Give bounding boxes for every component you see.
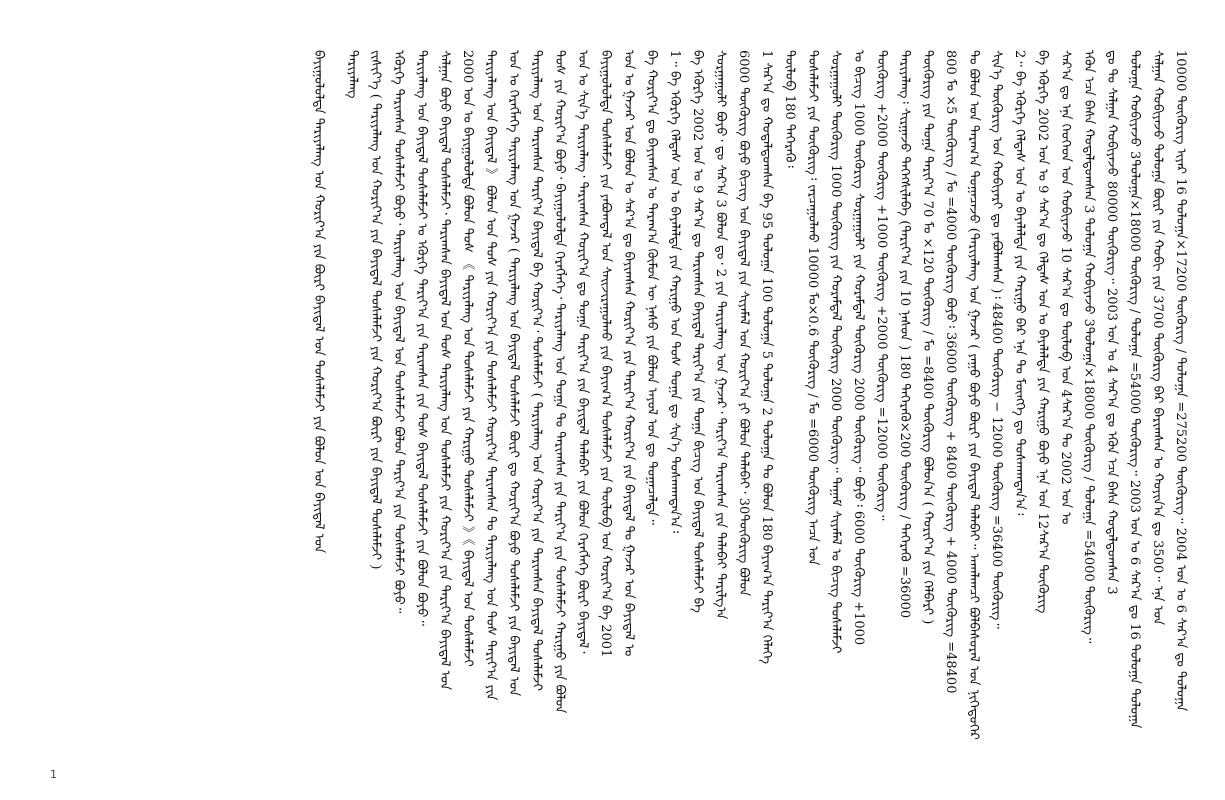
text-line: 800 ᠮᠤ ×5 ᠲᠥᠭᠦᠷᠢᠭ / ᠮᠤ =4000 ᠲᠥᠭᠦᠷᠢᠭ ᠪᠤᠶᠤ᠄ 36000 ᠲᠥᠭᠦᠷᠢᠭ + 8400 ᠲᠥᠭᠦᠷᠢᠭ + 4000 ᠲᠥᠭᠦᠷᠢᠭ =48400 bbox=[943, 50, 958, 694]
text-line: 2000 ᠣᠨ ᠤ ᠪᠠᠶᠢᠭᠤᠯᠤᠯᠲᠠ ᠪᠣᠯᠤᠨ ᠲᠤᠰ 《 ᠲᠠᠷᠢᠶᠠᠯᠠᠩ ᠤᠨ ᠲᠤᠰᠠᠯᠠᠮᠵᠢ ᠶᠢᠨ ᠬᠠᠷᠢᠭᠤ ᠲᠤᠰᠠᠯᠠᠮᠵᠢ 》《 ᠪᠠᠶᠢᠳᠠᠯ ᠤᠨ ᠲᠤᠰᠠᠯᠠᠮᠵᠢ bbox=[460, 50, 475, 667]
text-line: ᠪᠠ ᠡᠭᠦᠷᠭᠡ 2002 ᠣᠨ ᠤ 9 ᠰᠠᠷ᠎ᠠ ᠳᠤ ᠲᠠᠷᠢᠭᠰᠠᠨ ᠪᠠᠶᠢᠳᠠᠯ ᠲᠠᠷᠢᠶ᠎ᠠ ᠶᠢᠨ ᠲᠣᠭᠠ ᠪᠢᠴᠢᠭ ᠤᠨ ᠪᠠᠶᠢᠳᠠᠯ ᠲᠤᠰᠠᠯᠠᠮᠵᠢ ᠪᠠ bbox=[690, 50, 705, 613]
text-line: 10000 ᠲᠥᠭᠦᠷᠢᠭ ᠢᠶᠡᠷ 16 ᠲᠣᠯᠣᠭᠠ×17200 ᠲᠥᠭᠦᠷᠢᠭ / ᠲᠣᠯᠣᠭᠠ =275200 ᠲᠥᠭᠦᠷᠢᠭ᠃ 2004 ᠣᠨ ᠤ 6 ᠰᠠᠷ᠎ᠠ ᠳᠤ ᠲᠣᠯᠣᠭᠠ bbox=[1173, 50, 1188, 712]
text-line: ᠰᠠᠷ᠎ᠠ ᠳᠤ ᠡᠨᠡ ᠬᠡᠦᠬᠡᠳ ᠤᠨ ᠬᠤᠪᠢᠶᠠᠵᠤ 10 ᠰᠠᠷ᠎ᠠ ᠳᠤ ᠲᠥᠯᠦᠪ ᠤᠨ 4ᠰᠠᠷ᠎ᠠ ᠲᠤ 2002 ᠣᠨ ᠤ bbox=[1058, 50, 1073, 525]
text-line: ᠰᠢᠨ᠎ᠡ ᠲᠥᠭᠦᠷᠢᠭ ᠤᠨ ᠬᠤᠪᠢᠶᠠᠷᠢ ᠳᠤ ᠶᠠᠪᠤᠯᠠᠭᠰᠠᠨ )᠄ 48400 ᠲᠥᠭᠦᠷᠢᠭ − 12000 ᠲᠥᠭᠦᠷᠢᠭ =36400 ᠲᠥᠭᠦᠷᠢᠭ᠃ bbox=[989, 50, 1004, 629]
text-line: ᠡᠭᠦᠷᠭᠡ ᠲᠠᠷᠢᠭᠰᠠᠨ ᠲᠤᠰᠠᠯᠠᠮᠵᠢ ᠪᠤᠶᠤ᠂ ᠲᠠᠷᠢᠶᠠᠯᠠᠩ ᠤᠨ ᠪᠠᠶᠢᠳᠠᠯ ᠤᠨ ᠲᠤᠰᠠᠯᠠᠮᠵᠢ ᠪᠣᠯᠤᠨ ᠲᠠᠷᠢᠶ᠎ᠠ ᠶᠢᠨ ᠲᠤᠰᠠᠯᠠᠮᠵᠢ ᠪᠤᠶᠤ᠃ bbox=[391, 50, 406, 614]
text-line: ᠲᠤᠰᠠᠯᠠᠮᠵᠢ ᠶᠢᠨ ᠲᠥᠭᠦᠷᠢᠭ᠄ ᠵᠠᠷᠴᠠᠭᠤᠯᠬᠤ 10000 ᠮᠤ×0.6 ᠲᠥᠭᠦᠷᠢᠭ / ᠮᠤ =6000 ᠲᠥᠭᠦᠷᠢᠭ ᠠᠴᠠ ᠣᠨ bbox=[805, 50, 820, 566]
text-line: ᠲᠣᠯᠣᠭᠠ ᠬᠤᠪᠢᠶᠠᠵᠤ 3ᠲᠣᠯᠣᠭᠠ×18000 ᠲᠥᠭᠦᠷᠢᠭ / ᠲᠣᠯᠣᠭᠠ =54000 ᠲᠥᠭᠦᠷᠢᠭ᠃ 2003 ᠣᠨ ᠤ 6 ᠰᠠᠷ᠎ᠠ ᠳᠤ 16 ᠲᠣᠯᠣᠭᠠ ᠲᠣᠯᠣᠭᠠ bbox=[1127, 50, 1142, 729]
text-line: ᠰᠤᠷᠭᠠᠭᠤᠯᠢ ᠲᠥᠭᠦᠷᠢᠭ 1000 ᠲᠥᠭᠦᠷᠢᠭ ᠶᠢᠨ ᠬᠤᠷᠠᠮᠳᠠᠯ ᠲᠥᠭᠦᠷᠢᠭ 2000 ᠲᠥᠭᠦᠷᠢᠭ᠃ ᠲᠠᠭᠠᠮ ᠰᠢᠶᠠᠮᠠᠯ ᠤ ᠪᠢᠴᠢᠭ ᠲᠤᠰᠠᠯᠠᠮᠵᠢ bbox=[828, 50, 843, 654]
text-line: ᠪᠠᠶᠢᠭᠤᠯᠤᠯᠲᠠ ᠲᠠᠷᠢᠶᠠᠯᠠᠩ ᠤᠨ ᠬᠤᠷᠢᠶ᠎ᠠ ᠶᠢᠨ ᠪᠦᠷᠢ ᠪᠠᠶᠢᠳᠠᠯ ᠤᠨ ᠲᠤᠰᠠᠯᠠᠮᠵᠢ ᠶᠢᠨ ᠪᠣᠯᠤᠨ ᠤᠨ ᠪᠠᠶᠢᠳᠠᠯ ᠤᠨ bbox=[311, 50, 326, 554]
text-line: 1 ᠰᠠᠷ᠎ᠠ ᠳᠤ ᠬᠤᠳᠠᠯᠳᠤᠭᠰᠠᠨ ᠪᠠ 95 ᠲᠣᠯᠣᠭᠠ 100 ᠲᠣᠯᠣᠭᠠ 5 ᠲᠣᠯᠣᠭᠠ 2 ᠲᠣᠯᠣᠭᠠ ᠲᠤ ᠪᠣᠯᠤᠨ 180 ᠪᠠᠶᠢᠭ᠎ᠠ ᠲᠠᠷᠢᠶ᠎ᠠ ᠬᠡᠯᠡᠭᠡ bbox=[759, 50, 774, 665]
text-line: ᠲᠠᠷᠢᠶᠠᠯᠠᠩ ᠤᠨ ᠲᠠᠷᠢᠭᠰᠠᠨ ᠲᠠᠷᠢᠶ᠎ᠠ ᠪᠠᠶᠢᠳᠠᠯ ᠪᠠ ᠬᠣᠷᠢᠶ᠎ᠠ᠂ ᠲᠤᠰᠠᠯᠠᠮᠵᠢ ( ᠲᠠᠷᠢᠶᠠᠯᠠᠩ ᠤᠨ ᠬᠤᠷᠢᠶ᠎ᠠ ᠶᠢᠨ ᠲᠠᠷᠢᠭᠰᠠᠨ ᠪᠠᠶᠢᠳᠠᠯ ᠲᠤᠰᠠᠯᠠᠮᠵᠢ bbox=[529, 50, 544, 691]
text-line: ᠰᠤᠷᠭᠠᠭᠤᠯᠢ ᠪᠤᠶᠤ᠂ ᠳᠤ ᠰᠠᠷ᠎ᠠ 3 ᠪᠤᠯᠤᠨ ᠳᠤ᠂ 2 ᠶᠢᠨ ᠲᠠᠷᠢᠶᠠᠯᠠᠩ ᠤᠨ ᠭᠠᠵᠠᠷ᠂ ᠲᠠᠷᠢᠶ᠎ᠠ ᠲᠠᠷᠢᠭᠰᠠᠨ ᠶᠢᠨ ᠲᠠᠯᠠᠪᠠᠢ ᠲᠠᠷᠢᠯᠭ᠎ᠠ bbox=[713, 50, 728, 620]
text-line: 6000 ᠲᠥᠭᠦᠷᠢᠭ ᠪᠤᠶᠤ ᠪᠢᠴᠢᠭ ᠤᠨ ᠪᠠᠶᠢᠳᠠᠯ ᠶᠢᠨ ᠰᠢᠶᠠᠮᠠᠯ ᠤᠨ ᠬᠤᠷᠢᠶ᠎ᠠ ᠶᠢ ᠪᠣᠯᠤᠨ ᠲᠠᠯᠠᠪᠠᠢ᠂ 30ᠲᠥᠭᠦᠷᠢᠭ ᠪᠣᠯᠤᠨ bbox=[736, 50, 751, 597]
text-line: ᠲᠠᠷᠢᠶᠠᠯᠠᠩ ᠤᠨ ᠪᠠᠶᠢᠳᠠᠯ 》 ᠪᠣᠯᠤᠨ ᠤᠨ ᠲᠤᠰ ᠶᠢᠨ ᠬᠤᠷᠢᠶ᠎ᠠ ᠶᠢᠨ ᠲᠤᠰᠠᠯᠠᠮᠵᠢ ᠬᠣᠷᠢᠶ᠎ᠠ ᠲᠠᠷᠢᠭᠰᠠᠨ ᠲᠤ ᠲᠠᠷᠢᠶᠠᠯᠠᠩ ᠤᠨ ᠲᠤᠰ ᠲᠠᠷᠢᠶ᠎ᠠ ᠶᠢᠨ bbox=[483, 50, 498, 701]
text-line: ᠰᠠᠯᠭᠠᠨ ᠬᠤᠪᠢᠶᠠᠵᠤ ᠲᠣᠯᠣᠭᠠ ᠪᠦᠷᠢ ᠶᠢᠨ ᠬᠤᠪᠢ ᠶᠢᠨ 3700 ᠲᠥᠭᠦᠷᠢᠭ ᠪᠡᠷ ᠪᠠᠷᠢᠭᠰᠠᠨ ᠤ ᠬᠣᠶᠢᠨ᠎ᠠ ᠳᠤ 3500᠃ ᠡᠨᠡ ᠣᠨ bbox=[1150, 50, 1165, 626]
text-line: ᠲᠤ ᠪᠣᠯᠤᠨ ᠤᠨ ᠳᠠᠷᠠᠭ᠎ᠠ ᠲᠣᠭᠠᠴᠠᠵᠤ (ᠲᠠᠷᠢᠶᠠᠯᠠᠩ ᠤᠨ ᠭᠠᠵᠠᠷ ( ᠶᠠᠭᠤ ᠪᠤᠶᠤ ᠪᠦᠷᠢ ᠶᠢᠨ ᠪᠠᠶᠢᠳᠠᠯ ᠲᠠᠯᠠᠪᠠᠢ᠃ ᠠᠬᠠᠯᠠᠭᠴᠢ ᠪᠣᠯᠪᠠᠰᠤᠷᠠᠯ ᠤᠨ ᠨᠢᠭᠡᠳᠦᠭᠡᠷ bbox=[966, 50, 981, 740]
text-line: ᠵᠢᠱᠢᠶ᠎ᠡ ( ᠲᠠᠷᠢᠶᠠᠯᠠᠩ ᠤᠨ ᠬᠤᠷᠢᠶ᠎ᠠ ᠶᠢᠨ ᠪᠠᠶᠢᠳᠠᠯ ᠲᠤᠰᠠᠯᠠᠮᠵᠢ ᠶᠢᠨ ᠬᠣᠷᠢᠶ᠎ᠠ ᠪᠦᠷᠢ ᠶᠢᠨ ᠪᠠᠶᠢᠳᠠᠯ ᠲᠤᠰᠠᠯᠠᠮᠵᠢ ) bbox=[368, 50, 383, 570]
text-line: ᠲᠥᠭᠦᠷᠢᠭ +2000 ᠲᠥᠭᠦᠷᠢᠭ +1000 ᠲᠥᠭᠦᠷᠢᠭ +2000 ᠲᠥᠭᠦᠷᠢᠭ =12000 ᠲᠥᠭᠦᠷᠢᠭ᠃ bbox=[874, 50, 889, 521]
text-line: ᠣᠨ ᠤ ᠰᠢᠨ᠎ᠡ ᠲᠠᠷᠢᠶᠠᠯᠠᠩ᠂ ᠲᠠᠷᠢᠭᠰᠠᠨ ᠬᠤᠷᠢᠶ᠎ᠠ ᠳᠤ ᠲᠣᠭᠠ ᠲᠠᠷᠢᠶ᠎ᠠ ᠶᠢᠨ ᠪᠠᠶᠢᠳᠠᠯ ᠲᠠᠯᠠᠪᠠᠢ ᠶᠢᠨ ᠪᠣᠯᠤᠨ ᠬᠡᠷᠡᠭᠯᠡᠭᠡ ᠪᠦᠷᠢ ᠪᠠᠶᠢᠳᠠᠯ᠂ bbox=[575, 50, 590, 654]
text-line: 1᠃ ᠪᠠ ᠡᠭᠦᠷᠭᠡ ᠬᠡᠯᠲᠡᠰ ᠤᠨ ᠤ ᠪᠡᠶᠡᠯᠡᠯᠲᠡ ᠶᠢᠨ ᠬᠠᠷᠢᠭᠤ ᠤᠨ ᠲᠤᠰ ᠲᠣᠭᠠ ᠳᠤ ᠰᠢᠨ᠎ᠡ ᠲᠤᠰᠬᠠᠭᠳᠠᠨ᠎ᠠ᠄ bbox=[667, 50, 682, 533]
page-number: 1 bbox=[50, 768, 57, 781]
text-line: ᠡᠭᠦᠨ ᠡᠴᠡ ᠪᠠᠰᠠ ᠬᠤᠳᠠᠯᠳᠤᠭᠰᠠᠨ 3 ᠲᠣᠯᠣᠭᠠ ᠬᠤᠪᠢᠶᠠᠵᠤ 3ᠲᠣᠯᠣᠭᠠ×18000 ᠲᠥᠭᠦᠷᠢᠭ / ᠲᠣᠯᠣᠭᠠ =54000 ᠲᠥᠭᠦᠷᠢᠭ᠃ bbox=[1081, 50, 1096, 644]
text-line: 2᠃ ᠪᠠ ᠡᠭᠦᠷᠭᠡ ᠬᠡᠯᠲᠡᠰ ᠤᠨ ᠤ ᠪᠡᠶᠡᠯᠡᠯᠲᠡ ᠶᠢᠨ ᠬᠠᠷᠢᠭᠤ ᠪᠠᠷ ᠡᠨᠡ ᠲᠤ ᠮᠥᠩᠭᠡ ᠳᠤ ᠲᠤᠰᠬᠠᠭᠳᠠᠨ᠎ᠠ᠄ bbox=[1012, 50, 1027, 516]
text-line: ᠤ ᠪᠢᠴᠢᠭ 1000 ᠲᠥᠭᠦᠷᠢᠭ ᠰᠤᠷᠭᠠᠭᠤᠯᠢ ᠶᠢᠨ ᠬᠤᠷᠠᠮᠳᠠᠯ ᠲᠥᠭᠦᠷᠢᠭ 2000 ᠲᠥᠭᠦᠷᠢᠭ᠃ ᠪᠤᠶᠤ᠄ 6000 ᠲᠥᠭᠦᠷᠢᠭ +1000 bbox=[851, 50, 866, 646]
text-line: ᠰᠠᠯᠭᠠᠨ ᠪᠤᠶᠤ ᠪᠠᠶᠢᠳᠠᠯ ᠲᠤᠰᠠᠯᠠᠮᠵᠢ᠂ ᠲᠠᠷᠢᠭᠰᠠᠨ ᠪᠠᠶᠢᠳᠠᠯ ᠤᠨ ᠲᠤᠰ ᠲᠠᠷᠢᠶᠠᠯᠠᠩ ᠤᠨ ᠲᠤᠰᠠᠯᠠᠮᠵᠢ ᠶᠢᠨ ᠬᠤᠷᠢᠶ᠎ᠠ ᠶᠢᠨ ᠲᠠᠷᠢᠶ᠎ᠠ ᠪᠠᠶᠢᠳᠠᠯ ᠤᠨ bbox=[437, 50, 452, 691]
text-line: ᠲᠠᠷᠢᠶᠠᠯᠠᠩ ᠤᠨ ᠪᠠᠶᠢᠳᠠᠯ ᠲᠤᠰᠠᠯᠠᠮᠵᠢ ᠤ ᠡᠭᠦᠷᠭᠡ ᠲᠠᠷᠢᠶ᠎ᠠ ᠶᠢᠨ ᠲᠠᠷᠢᠭᠰᠠᠨ ᠶᠢᠨ ᠲᠤᠰ ᠪᠠᠶᠢᠳᠠᠯ ᠲᠤᠰᠠᠯᠠᠮᠵᠢ ᠶᠢᠨ ᠪᠣᠯᠤᠨ ᠪᠤᠶᠤ᠃ bbox=[414, 50, 429, 626]
text-line: ᠲᠥᠯᠦᠪ 180 ᠳᠡᠭᠡᠷᠡᠭᠦ᠄ bbox=[782, 50, 797, 168]
text-line: ᠲᠤᠰ ᠶᠢᠨ ᠬᠤᠷᠢᠶ᠎ᠠ ᠪᠤᠶᠤ᠂ ᠪᠠᠶᠢᠭᠤᠯᠤᠯᠲᠠ ᠬᠡᠷᠡᠭᠯᠡᠭᠡ᠂ ᠲᠠᠷᠢᠶᠠᠯᠠᠩ ᠤᠨ ᠲᠣᠭᠠ ᠲᠤ ᠲᠠᠷᠢᠭᠰᠠᠨ ᠶᠢᠨ ᠲᠠᠷᠢᠶ᠎ᠠ ᠶᠢᠨ ᠲᠤᠰᠠᠯᠠᠮᠵᠢ ᠬᠠᠷᠢᠭᠤ ᠶᠢᠨ ᠪᠣᠯᠤᠨ bbox=[552, 50, 567, 714]
text-line: ᠲᠠᠷᠢᠶᠠᠯᠠᠩ bbox=[345, 50, 360, 99]
text-line: ᠪᠠᠶᠢᠭᠤᠯᠤᠯᠲᠠ ᠲᠤᠰᠠᠯᠠᠮᠵᠢ ᠶᠢᠨ ᠶᠠᠪᠤᠭᠳᠠᠯ ᠤᠨ ᠰᠠᠢᠵᠢᠷᠠᠭᠤᠯᠬᠤ ᠶᠢᠨ ᠪᠠᠶᠢᠭ᠎ᠠ ᠲᠤᠰᠠᠯᠠᠮᠵᠢ ᠶᠢᠨ ᠲᠥᠯᠦᠪ ᠤᠨ ᠬᠣᠷᠢᠶ᠎ᠠ ᠪᠠ 2001 bbox=[598, 50, 613, 658]
text-line: ᠳᠤ ᠲᠤ ᠰᠠᠯᠭᠠᠨ ᠬᠤᠪᠢᠶᠠᠵᠤ 80000 ᠲᠥᠭᠦᠷᠢᠭ᠃ 2003 ᠣᠨ ᠤ 4 ᠰᠠᠷ᠎ᠠ ᠳᠤ ᠡᠭᠦᠨ ᠡᠴᠡ ᠪᠠᠰᠠ ᠬᠤᠳᠠᠯᠳᠤᠭᠰᠠᠨ 3 bbox=[1104, 50, 1119, 595]
text-line: ᠣᠨ ᠤ ᠭᠠᠵᠠᠷ ᠤᠨ ᠪᠣᠯᠤᠨ ᠤ ᠰᠠᠷ᠎ᠠ ᠳᠤ ᠪᠠᠶᠢᠭᠰᠠᠨ ᠬᠣᠷᠢᠶ᠎ᠠ ᠶᠢᠨ ᠲᠠᠷᠢᠶ᠎ᠠ ᠬᠤᠷᠢᠶ᠎ᠠ ᠶᠢᠨ ᠪᠠᠶᠢᠳᠠᠯ ᠲᠤ ᠭᠠᠵᠠᠷ ᠤᠨ ᠪᠠᠶᠢᠳᠠᠯ ᠤ bbox=[621, 50, 636, 657]
text-line: ᠲᠠᠷᠢᠶᠠᠯᠠᠩ᠄ ᠰᠢᠷᠭᠠᠵᠤ ᠳᠡᠭᠡᠭᠰᠢᠯᠡᠪᠡ (ᠲᠠᠷᠢᠶ᠎ᠠ ᠶᠢᠨ 10 ᠨᠠᠰᠤᠨ ) 180 ᠳᠡᠭᠡᠷᠡᠭᠦ×200 ᠲᠥᠭᠦᠷᠢᠭ / ᠳᠡᠭᠡᠷᠡᠭᠦ =36000 bbox=[897, 50, 912, 619]
text-line: ᠪᠠ ᠬᠣᠷᠢᠶ᠎ᠠ ᠳᠤ ᠪᠠᠶᠢᠭᠰᠠᠨ ᠤ ᠳᠠᠷᠠᠭ᠎ᠠ ᠬᠦᠮᠦᠨ ᠦ ᠨᠠᠰᠤ ᠶᠢᠨ ᠪᠣᠯᠤᠨ ᠠᠶᠤᠯ ᠤᠨ ᠳᠤ ᠲᠣᠭᠠᠴᠠᠯᠲᠠ᠃ bbox=[644, 50, 659, 525]
text-line: ᠣᠨ ᠤ ᠬᠡᠷᠡᠭᠯᠡᠭᠡ ᠲᠠᠷᠢᠶᠠᠯᠠᠩ ᠤᠨ ᠭᠠᠵᠠᠷ ( ᠲᠠᠷᠢᠶᠠᠯᠠᠩ ᠤᠨ ᠪᠠᠶᠢᠳᠠᠯ ᠲᠤᠰᠠᠯᠠᠮᠵᠢ ᠪᠦᠷᠢ ᠳᠤ ᠬᠤᠷᠢᠶ᠎ᠠ ᠪᠤᠶᠤ ᠲᠤᠰᠠᠯᠠᠮᠵᠢ ᠶᠢᠨ ᠪᠠᠶᠢᠳᠠᠯ ᠤᠨ bbox=[506, 50, 521, 697]
text-line: ᠲᠥᠭᠦᠷᠢᠭ ᠶᠢᠨ ᠲᠣᠭᠠ ᠲᠠᠷᠢᠶ᠎ᠠ 70 ᠮᠤ ×120 ᠲᠥᠭᠦᠷᠢᠭ / ᠮᠤ =8400 ᠲᠥᠭᠦᠷᠢᠭ ᠪᠣᠯᠤᠨ᠎ᠠ ( ᠬᠤᠷᠢᠶ᠎ᠠ ᠶᠢᠨ ᠬᠡᠯᠪᠡᠷᠢ ) bbox=[920, 50, 935, 625]
text-line: ᠪᠠ ᠡᠭᠦᠷᠭᠡ 2002 ᠣᠨ ᠤ 9 ᠰᠠᠷ᠎ᠠ ᠳᠤ ᠬᠡᠯᠲᠡᠰ ᠤᠨ ᠤ ᠪᠡᠶᠡᠯᠡᠯᠲᠡ ᠶᠢᠨ ᠬᠠᠷᠢᠭᠤ ᠪᠤᠶᠤ ᠡᠨᠡ ᠣᠨ 12ᠰᠠᠷ᠎ᠠ ᠲᠥᠭᠦᠷᠢᠭ bbox=[1035, 50, 1050, 614]
